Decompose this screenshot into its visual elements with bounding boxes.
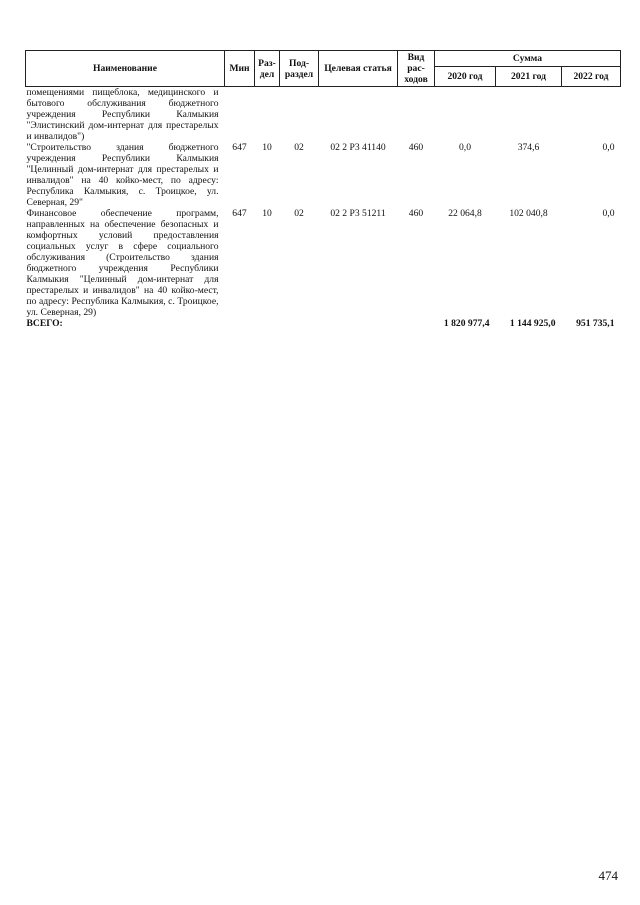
row-celevaya: 02 2 P3 41140: [330, 142, 386, 153]
row-podrazdel: 02: [294, 142, 304, 153]
total-2020: 1 820 977,4: [443, 318, 490, 329]
budget-table-page: [25, 50, 620, 329]
header-summa: Сумма: [435, 51, 621, 67]
row-2021: 374,6: [517, 142, 540, 153]
row-min: 647: [232, 142, 247, 153]
row-min: [225, 87, 255, 143]
row-celevaya: [319, 87, 398, 143]
row-razdel: [255, 87, 280, 143]
row-name: "Строительство здания бюджетного учреждения Республики Калмыкия "Целинный дом-интернат для престарелых и инвалидов" на 40 койко-мест, по адресу: Республика Калмыкия, с. Троицкое, ул. Северная, 29": [26, 142, 219, 208]
row-2022: [562, 87, 621, 143]
row-podrazdel: [280, 87, 319, 143]
row-name: помещениями пищеблока, медицинского и бытового обслуживания бюджетного учреждения Республики Калмыкия "Элистинский дом-интернат для престарелых и инвалидов"): [26, 87, 219, 142]
row-podrazdel: 02: [294, 208, 304, 219]
total-row: [26, 318, 621, 329]
header-vid: Вид рас-ходов: [398, 51, 435, 87]
row-2021: 102 040,8: [509, 208, 548, 219]
page-number: 474: [598, 868, 618, 883]
table-header: [26, 51, 621, 87]
header-year-2021: 2021 год: [496, 67, 562, 87]
row-2022: 0,0: [602, 208, 615, 219]
table-body: [26, 87, 621, 330]
header-celevaya: Целевая статья: [319, 51, 398, 87]
row-celevaya: 02 2 P3 51211: [330, 208, 386, 219]
header-razdel: Раз-дел: [255, 51, 280, 87]
header-year-2020: 2020 год: [435, 67, 496, 87]
row-2021: [496, 87, 562, 143]
row-name: Финансовое обеспечение программ, направленных на обеспечение безопасных и комфортных условий предоставления социальных услуг в сфере социального обслуживания (Строительство здания бюджетного учреждения Республики Калмыкия "Целинный дом-интернат для престарелых и инвалидов" на 40 койко-мест, по адресу: Республика Калмыкия, с. Троицкое, ул. Северная, 29): [26, 208, 219, 318]
total-label: ВСЕГО:: [26, 318, 63, 329]
header-podrazdel: Под-раздел: [280, 51, 319, 87]
row-razdel: 10: [262, 208, 272, 219]
row-razdel: 10: [262, 142, 272, 153]
row-2020: 0,0: [459, 142, 471, 153]
row-2020: [435, 87, 496, 143]
header-name: Наименование: [26, 51, 225, 87]
total-2022: 951 735,1: [576, 318, 615, 329]
total-2021: 1 144 925,0: [509, 318, 556, 329]
header-min: Мин: [225, 51, 255, 87]
row-vid: 460: [408, 208, 424, 219]
budget-table: [25, 50, 621, 329]
row-min: 647: [232, 208, 247, 219]
table-row: [26, 208, 621, 318]
table-row: [26, 142, 621, 208]
row-vid: 460: [408, 142, 424, 153]
header-year-2022: 2022 год: [562, 67, 621, 87]
table-row: [26, 87, 621, 143]
row-2022: 0,0: [602, 142, 615, 153]
row-vid: [398, 87, 435, 143]
row-2020: 22 064,8: [448, 208, 482, 219]
